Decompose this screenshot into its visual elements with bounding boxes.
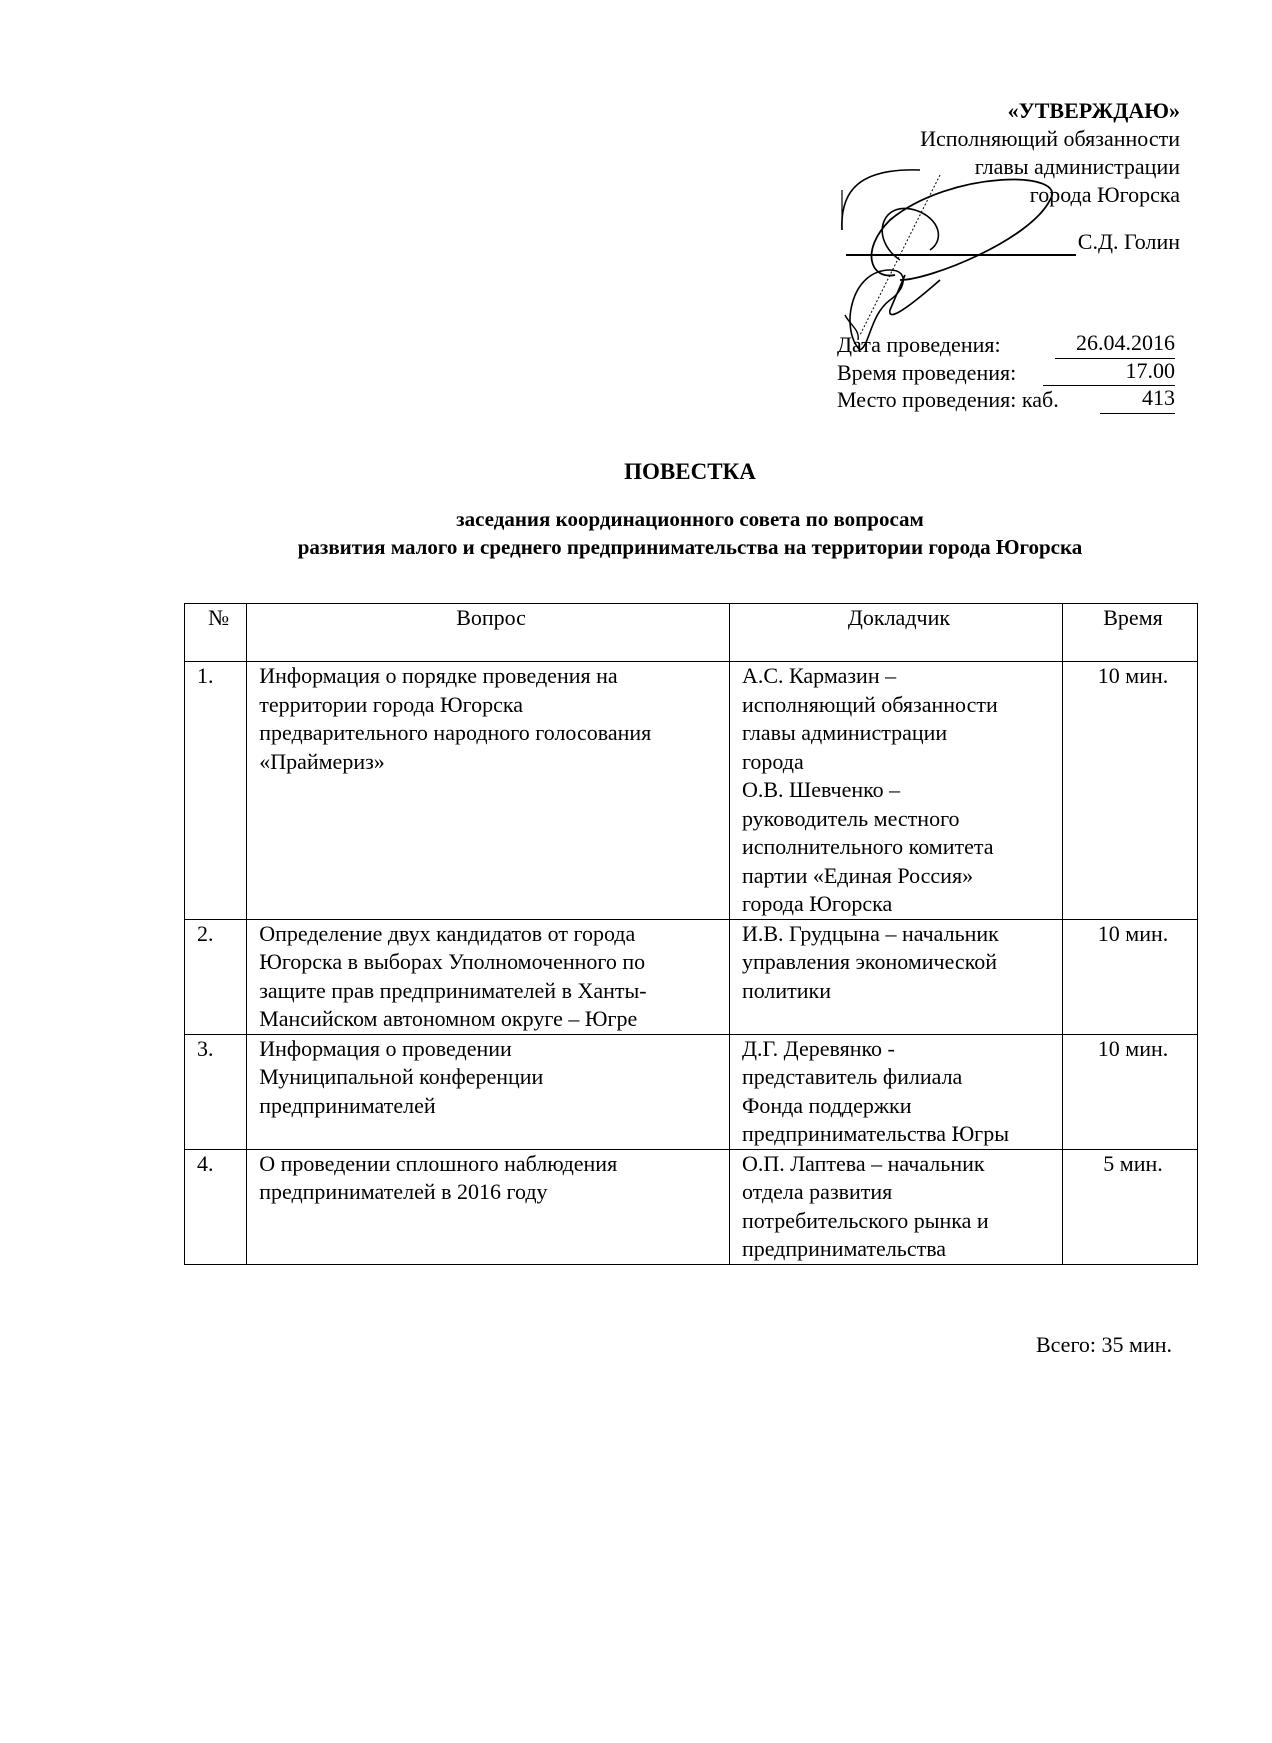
row-time: 10 мин. [1063, 919, 1198, 1034]
header-speaker: Докладчик [729, 604, 1062, 662]
approval-block [846, 97, 1180, 256]
agenda-subtitle [200, 505, 1180, 561]
row-question [247, 1034, 730, 1149]
approval-title: «УТВЕРЖДАЮ» [1007, 98, 1180, 123]
row-speaker [729, 919, 1062, 1034]
row-speaker [729, 662, 1062, 920]
row-num: 4. [185, 1149, 247, 1264]
question-line: Муниципальной конференции [259, 1064, 544, 1089]
speaker-line: представитель филиала [741, 1064, 963, 1089]
speaker-line: А.С. Кармазин – [741, 663, 897, 688]
meeting-place-value: 413 [1100, 386, 1175, 414]
question-line: «Праймериз» [259, 748, 385, 774]
table-row [185, 1034, 1198, 1149]
speaker-line: партии «Единая Россия» [741, 862, 974, 888]
approval-position-line: главы администрации [974, 154, 1180, 179]
row-speaker [729, 1149, 1062, 1264]
meeting-time-value: 17.00 [1043, 359, 1175, 387]
table-row [185, 1149, 1198, 1264]
speaker-line: отдела развития [741, 1179, 893, 1204]
table-row [185, 919, 1198, 1034]
question-line: предпринимателей [259, 1092, 436, 1118]
row-question [247, 662, 730, 920]
speaker-line: предпринимательства Югры [741, 1121, 1009, 1146]
question-line: Информация о порядке проведения на [259, 663, 618, 688]
meeting-place-label: Место проведения: каб. [837, 387, 1059, 412]
approval-position-line: города Югорска [1029, 182, 1180, 207]
speaker-line: города Югорска [741, 891, 893, 916]
speaker-line: исполнительного комитета [741, 834, 994, 859]
speaker-line: И.В. Грудцына – начальник [741, 920, 999, 946]
speaker-line: Фонда поддержки [741, 1092, 912, 1118]
question-line: защите прав предпринимателей в Ханты- [259, 977, 647, 1003]
question-line: предпринимателей в 2016 году [259, 1179, 548, 1204]
question-line: Мансийском автономном округе – Югре [259, 1006, 638, 1031]
speaker-line: политики [741, 977, 832, 1003]
approval-position-line: Исполняющий обязанности [920, 126, 1180, 151]
question-line: территории города Югорска [259, 691, 523, 717]
header-question: Вопрос [247, 604, 730, 662]
question-line: Информация о проведении [259, 1035, 512, 1061]
row-time: 5 мин. [1063, 1149, 1198, 1264]
agenda-title: ПОВЕСТКА [624, 459, 756, 484]
speaker-line: Д.Г. Деревянко - [741, 1035, 895, 1061]
meeting-time-row [837, 359, 1175, 387]
row-time: 10 мин. [1063, 1034, 1198, 1149]
speaker-line: города [741, 748, 804, 774]
header-time: Время [1063, 604, 1198, 662]
speaker-line: потребительского рынка и [741, 1207, 989, 1233]
question-line: Определение двух кандидатов от города [259, 920, 636, 946]
signature-underline [846, 230, 1076, 256]
row-time: 10 мин. [1063, 662, 1198, 920]
signature-line [846, 228, 1180, 256]
speaker-line: главы администрации [741, 720, 948, 745]
speaker-line: управления экономической [741, 949, 998, 974]
meeting-info [837, 331, 1175, 414]
meeting-date-value: 26.04.2016 [1055, 331, 1175, 359]
question-line: Югорска в выборах Уполномоченного по [259, 949, 646, 974]
agenda-table [184, 603, 1198, 1265]
meeting-date-label: Дата проведения: [837, 332, 1001, 357]
speaker-line: О.П. Лаптева – начальник [741, 1150, 985, 1176]
row-num: 3. [185, 1034, 247, 1149]
row-num: 1. [185, 662, 247, 920]
agenda-subtitle-line: развития малого и среднего предпринимательства на территории города Югорска [297, 535, 1083, 559]
row-question [247, 919, 730, 1034]
speaker-line: предпринимательства [741, 1236, 947, 1261]
agenda-subtitle-line: заседания координационного совета по вопросам [456, 507, 924, 531]
meeting-date-row [837, 331, 1175, 359]
speaker-line: руководитель местного [741, 805, 960, 831]
row-speaker [729, 1034, 1062, 1149]
table-row [185, 662, 1198, 920]
row-num: 2. [185, 919, 247, 1034]
header-num: № [185, 604, 247, 662]
meeting-place-row [837, 386, 1175, 414]
question-line: О проведении сплошного наблюдения [259, 1150, 618, 1176]
meeting-time-label: Время проведения: [837, 359, 1017, 385]
question-line: предварительного народного голосования [259, 720, 652, 745]
speaker-line: О.В. Шевченко – [741, 777, 901, 802]
row-question [247, 1149, 730, 1264]
total-duration: Всего: 35 мин. [1035, 1332, 1172, 1357]
speaker-line: исполняющий обязанности [741, 691, 998, 717]
signatory-name: С.Д. Голин [1077, 229, 1180, 254]
table-header-row [185, 604, 1198, 662]
